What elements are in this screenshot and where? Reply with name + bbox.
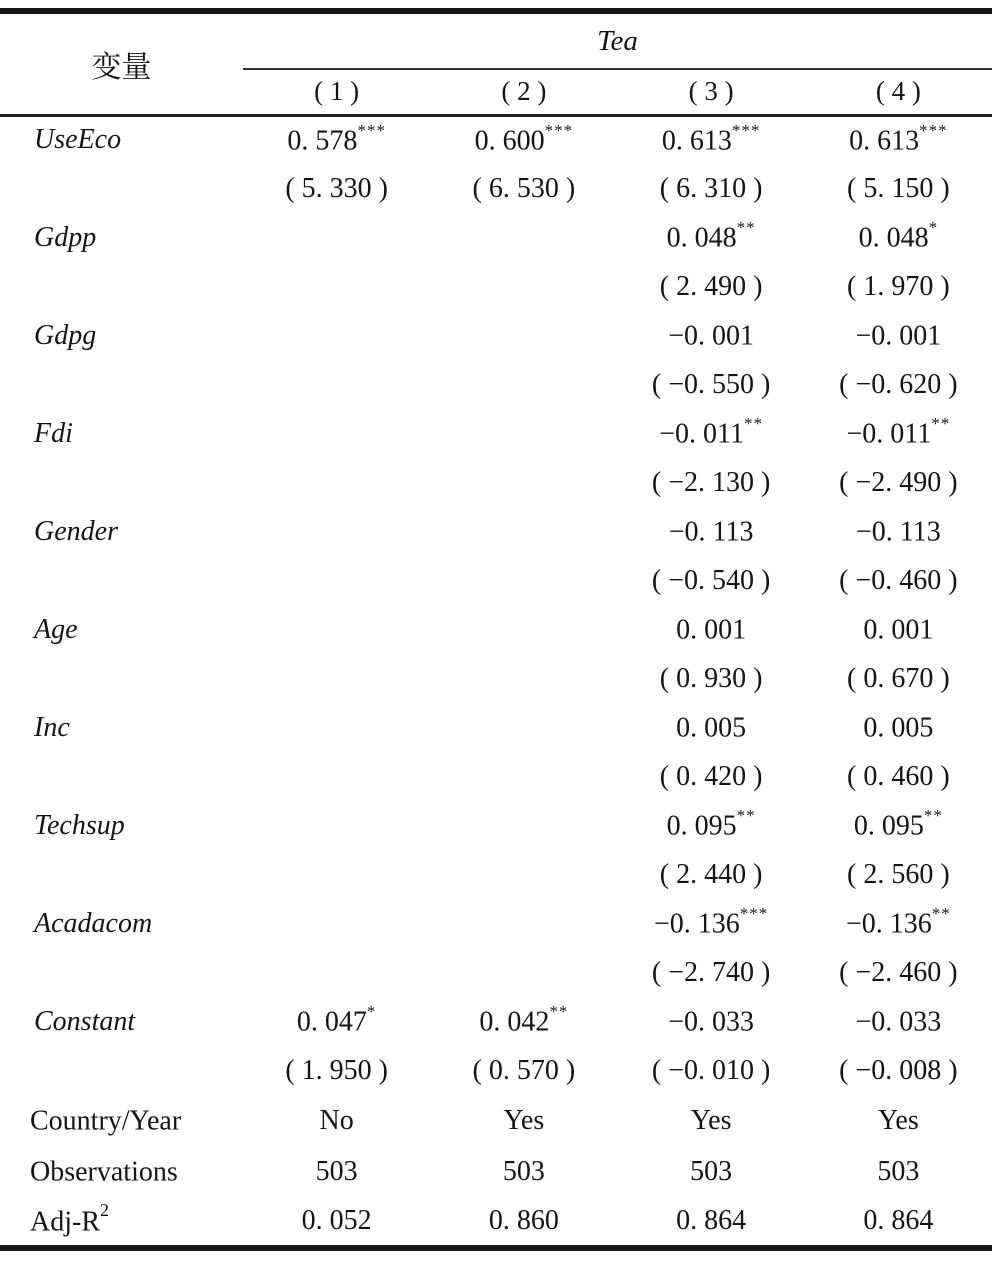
footer-value: 0. 052 bbox=[301, 1205, 372, 1236]
coef-cell bbox=[243, 703, 430, 752]
footer-label-country-year: Country/Year bbox=[30, 1105, 182, 1137]
coef-value: −0. 033 bbox=[855, 1006, 942, 1038]
tstat-cell bbox=[430, 752, 617, 801]
tstat-cell: ( 2. 560 ) bbox=[847, 858, 950, 890]
significance-stars: *** bbox=[739, 903, 769, 923]
coef-cell bbox=[618, 311, 805, 360]
significance-stars: ** bbox=[931, 903, 951, 923]
tstat-cell: ( 0. 420 ) bbox=[659, 760, 763, 792]
significance-stars: *** bbox=[731, 120, 761, 140]
coef-cell bbox=[805, 115, 992, 164]
coef-cell bbox=[805, 507, 992, 556]
header-variable-label: 变量 bbox=[0, 11, 243, 115]
row-label-spacer bbox=[0, 654, 243, 703]
row-label-gdpg: Gdpg bbox=[34, 319, 97, 351]
coef-value: 0. 048 bbox=[666, 222, 737, 254]
significance-stars: ** bbox=[736, 805, 756, 825]
significance-stars: * bbox=[928, 217, 939, 237]
row-label-spacer bbox=[0, 360, 243, 409]
header-col-4: ( 4 ) bbox=[805, 69, 992, 115]
coef-value: 0. 600 bbox=[474, 124, 545, 156]
row-label-spacer bbox=[0, 1046, 243, 1095]
footer-label-observations: Observations bbox=[30, 1156, 178, 1188]
coef-value: 0. 005 bbox=[676, 712, 747, 744]
coef-value: 0. 047 bbox=[296, 1006, 367, 1038]
coef-cell bbox=[243, 605, 430, 654]
tstat-cell: ( 5. 330 ) bbox=[285, 172, 388, 204]
tstat-cell: ( 6. 530 ) bbox=[472, 172, 576, 204]
tstat-cell bbox=[430, 360, 617, 409]
coef-cell bbox=[430, 507, 617, 556]
significance-stars: * bbox=[366, 1001, 377, 1021]
tstat-cell: ( −0. 620 ) bbox=[839, 368, 958, 400]
tstat-cell: ( 6. 310 ) bbox=[659, 172, 763, 204]
row-label-age: Age bbox=[34, 613, 78, 645]
footer-label-adj-r2: Adj-$R^2$ bbox=[30, 1199, 109, 1238]
row-label-gender: Gender bbox=[34, 515, 118, 547]
footer-value: 503 bbox=[315, 1155, 358, 1187]
tstat-cell bbox=[430, 850, 617, 899]
coef-cell bbox=[430, 703, 617, 752]
row-label-spacer bbox=[0, 850, 243, 899]
coef-value: 0. 048 bbox=[858, 222, 929, 254]
tstat-cell bbox=[430, 654, 617, 703]
coef-cell bbox=[243, 409, 430, 458]
row-label-constant: Constant bbox=[34, 1005, 136, 1037]
footer-value: Yes bbox=[690, 1104, 732, 1136]
coef-cell bbox=[430, 115, 617, 164]
coef-cell bbox=[805, 899, 992, 948]
coef-cell bbox=[430, 801, 617, 850]
coef-cell bbox=[243, 997, 430, 1046]
coef-value: −0. 033 bbox=[668, 1006, 755, 1038]
tstat-cell: ( −0. 010 ) bbox=[651, 1054, 771, 1086]
row-label-gdpp: Gdpp bbox=[34, 221, 97, 253]
coef-value: 0. 001 bbox=[863, 614, 934, 646]
tstat-cell: ( −0. 008 ) bbox=[839, 1054, 958, 1086]
coef-value: 0. 042 bbox=[479, 1006, 550, 1038]
tstat-cell bbox=[243, 458, 430, 507]
tstat-cell: ( −2. 130 ) bbox=[651, 466, 771, 498]
tstat-cell: ( 0. 570 ) bbox=[472, 1054, 576, 1086]
coef-value: 0. 005 bbox=[863, 712, 934, 744]
coef-cell bbox=[618, 115, 805, 164]
coef-value: 0. 095 bbox=[666, 810, 737, 842]
tstat-cell bbox=[430, 948, 617, 997]
coef-value: 0. 578 bbox=[287, 124, 358, 156]
coef-cell bbox=[430, 605, 617, 654]
footer-value: 0. 860 bbox=[488, 1205, 559, 1236]
tstat-cell: ( 2. 440 ) bbox=[659, 858, 763, 890]
footer-value: 0. 864 bbox=[863, 1205, 934, 1236]
coef-cell bbox=[805, 311, 992, 360]
coef-cell bbox=[805, 213, 992, 262]
coef-cell bbox=[618, 703, 805, 752]
coef-cell bbox=[805, 409, 992, 458]
significance-stars: ** bbox=[931, 413, 951, 433]
header-col-1: ( 1 ) bbox=[243, 69, 430, 115]
footer-value: 503 bbox=[502, 1155, 545, 1187]
tstat-cell: ( −0. 540 ) bbox=[651, 564, 771, 596]
coef-value: −0. 113 bbox=[668, 516, 754, 548]
footer-value: Yes bbox=[503, 1104, 545, 1136]
coef-cell bbox=[618, 801, 805, 850]
coef-cell bbox=[243, 899, 430, 948]
row-label-fdi: Fdi bbox=[34, 417, 73, 449]
footer-value: 503 bbox=[877, 1155, 920, 1187]
coef-cell bbox=[618, 899, 805, 948]
tstat-cell bbox=[243, 654, 430, 703]
footer-value: No bbox=[319, 1104, 354, 1136]
tstat-cell bbox=[243, 262, 430, 311]
coef-value: 0. 095 bbox=[853, 810, 924, 842]
coef-value: 0. 613 bbox=[661, 124, 732, 156]
row-label-spacer bbox=[0, 262, 243, 311]
coef-cell bbox=[805, 801, 992, 850]
significance-stars: ** bbox=[744, 413, 763, 433]
row-label-useeco: UseEco bbox=[34, 124, 122, 156]
tstat-cell bbox=[430, 262, 617, 311]
coef-cell bbox=[618, 507, 805, 556]
tstat-cell: ( 0. 930 ) bbox=[659, 662, 763, 694]
coef-cell bbox=[243, 115, 430, 164]
tstat-cell: ( 2. 490 ) bbox=[659, 270, 763, 302]
tstat-cell bbox=[430, 458, 617, 507]
coef-cell bbox=[430, 311, 617, 360]
tstat-cell: ( −0. 460 ) bbox=[839, 564, 958, 596]
coef-cell bbox=[618, 605, 805, 654]
significance-stars: *** bbox=[357, 120, 386, 140]
coef-cell bbox=[243, 507, 430, 556]
coef-value: −0. 001 bbox=[855, 320, 942, 352]
tstat-cell: ( −2. 490 ) bbox=[839, 466, 958, 498]
coef-cell bbox=[243, 801, 430, 850]
header-col-3: ( 3 ) bbox=[618, 69, 805, 115]
regression-table bbox=[0, 8, 992, 1251]
coef-cell bbox=[430, 899, 617, 948]
footer-value: 503 bbox=[690, 1155, 733, 1187]
row-label-spacer bbox=[0, 164, 243, 213]
coef-value: −0. 001 bbox=[668, 320, 755, 352]
tstat-cell: ( 5. 150 ) bbox=[847, 172, 950, 204]
row-label-spacer bbox=[0, 458, 243, 507]
footer-value: 0. 864 bbox=[676, 1205, 747, 1236]
tea-label: Tea bbox=[597, 24, 638, 57]
significance-stars: ** bbox=[549, 1001, 569, 1021]
tstat-cell bbox=[243, 556, 430, 605]
footer-value: Yes bbox=[877, 1104, 919, 1136]
coef-value: −0. 136 bbox=[653, 908, 740, 940]
tstat-cell: ( 1. 950 ) bbox=[285, 1054, 388, 1086]
tstat-cell bbox=[243, 360, 430, 409]
row-label-spacer bbox=[0, 948, 243, 997]
coef-value: −0. 136 bbox=[845, 908, 932, 940]
coef-value: 0. 613 bbox=[849, 124, 920, 156]
coef-cell bbox=[618, 409, 805, 458]
tstat-cell: ( 0. 670 ) bbox=[847, 662, 950, 694]
coef-value: −0. 011 bbox=[659, 418, 744, 450]
row-label-techsup: Techsup bbox=[34, 809, 125, 841]
coef-cell bbox=[805, 997, 992, 1046]
coef-cell bbox=[618, 213, 805, 262]
significance-stars: ** bbox=[736, 217, 756, 237]
coef-cell bbox=[805, 703, 992, 752]
coef-cell bbox=[430, 409, 617, 458]
tstat-cell: ( −2. 740 ) bbox=[651, 956, 771, 988]
tstat-cell bbox=[243, 850, 430, 899]
header-col-2: ( 2 ) bbox=[430, 69, 617, 115]
tstat-cell: ( 1. 970 ) bbox=[847, 270, 950, 302]
footer-superscript: 2 bbox=[100, 1199, 109, 1220]
tstat-cell: ( −0. 550 ) bbox=[651, 368, 771, 400]
row-label-spacer bbox=[0, 556, 243, 605]
row-label-spacer bbox=[0, 752, 243, 801]
coef-value: 0. 001 bbox=[676, 614, 747, 646]
coef-cell bbox=[430, 997, 617, 1046]
coef-value: −0. 113 bbox=[855, 516, 941, 548]
row-label-acadacom: Acadacom bbox=[34, 907, 153, 939]
tstat-cell bbox=[430, 556, 617, 605]
coef-cell bbox=[243, 311, 430, 360]
header-group-tea bbox=[243, 11, 992, 69]
coef-cell bbox=[243, 213, 430, 262]
significance-stars: *** bbox=[919, 120, 948, 140]
coef-cell bbox=[618, 997, 805, 1046]
coef-value: −0. 011 bbox=[846, 418, 932, 450]
tstat-cell bbox=[243, 948, 430, 997]
significance-stars: ** bbox=[923, 805, 943, 825]
coef-cell bbox=[805, 605, 992, 654]
significance-stars: *** bbox=[544, 120, 574, 140]
coef-cell bbox=[430, 213, 617, 262]
tstat-cell bbox=[243, 752, 430, 801]
tstat-cell: ( 0. 460 ) bbox=[847, 760, 950, 792]
row-label-inc: Inc bbox=[34, 711, 70, 743]
tstat-cell: ( −2. 460 ) bbox=[839, 956, 958, 988]
